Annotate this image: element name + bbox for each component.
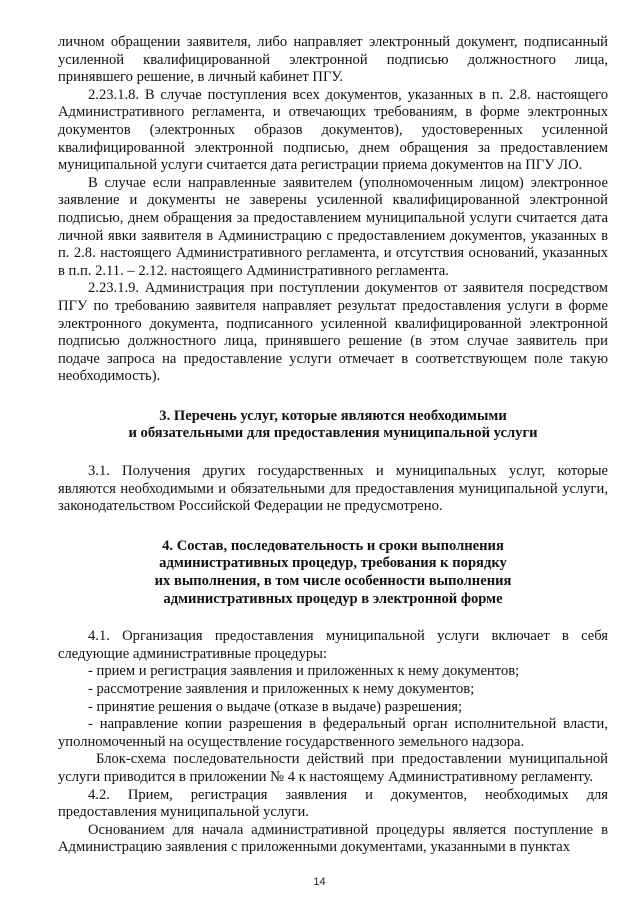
list-item: - принятие решения о выдаче (отказе в выдаче) разрешения; xyxy=(88,698,463,715)
paragraph-2-23-1-9: 2.23.1.9. Администрация при поступлении документов от заявителя посредством ПГУ по требованию заявителя направляет результат предоставления услуги в форме электронного документа, подписанного усиленной квалифицированной электронной подписью должностного лица, принявшего решение (в этом случае заявитель при подаче запроса на предоставление услуги отмечает в соответствующем поле такую необходимость). xyxy=(58,280,608,385)
section-4-heading-line-1: 4. Состав, последовательность и сроки выполнения xyxy=(162,537,504,554)
paragraph-block-scheme: Блок-схема последовательности действий при предоставлении муниципальной услуги приводится в приложении № 4 к настоящему Административному регламенту. xyxy=(58,751,608,785)
paragraph-4-2: 4.2. Прием, регистрация заявления и документов, необходимых для предоставления муниципальной услуги. xyxy=(58,786,608,821)
section-3-heading-line-1: 3. Перечень услуг, которые являются необходимыми xyxy=(159,407,507,424)
page-number: 14 xyxy=(313,876,326,888)
section-4-heading xyxy=(58,538,608,608)
paragraph-3-1: 3.1. Получения других государственных и муниципальных услуг, которые являются необходимыми и обязательными для предоставления муниципальной услуги, законодательством Российской Федерации не предусмотрено. xyxy=(58,463,608,515)
section-3-heading-line-2: и обязательными для предоставления муниципальной услуги xyxy=(128,425,538,442)
paragraph-basis: Основанием для начала административной процедуры является поступление в Администрацию заявления с приложенными документами, указанными в пунктах xyxy=(58,821,608,856)
list-item: - направление копии разрешения в федеральный орган исполнительной власти, уполномоченный на осуществление государственного земельного надзора. xyxy=(58,716,608,750)
section-4-heading-line-4: административных процедур в электронной форме xyxy=(163,590,503,607)
section-4-heading-line-3: их выполнения, в том числе особенности выполнения xyxy=(154,573,512,590)
document-body xyxy=(58,34,608,857)
section-4-heading-line-2: административных процедур, требования к порядку xyxy=(159,555,507,572)
paragraph-continuation: личном обращении заявителя, либо направляет электронный документ, подписанный усиленной квалифицированной электронной подписью должностного лица, принявшего решение, в личный кабинет ПГУ. xyxy=(58,34,608,86)
list-item: - прием и регистрация заявления и приложенных к нему документов; xyxy=(88,663,520,680)
paragraph-4-1: 4.1. Организация предоставления муниципальной услуги включает в себя следующие административные процедуры: xyxy=(58,628,608,662)
paragraph-2-23-1-8: 2.23.1.8. В случае поступления всех документов, указанных в п. 2.8. настоящего Административного регламента, и отвечающих требованиям, в форме электронных документов (электронных образов документов), удостоверенных усиленной квалифицированной электронной подписью, днем обращения за предоставлением муниципальной услуги считается дата регистрации приема документов на ПГУ ЛО. xyxy=(58,86,608,174)
section-3-heading xyxy=(58,408,608,443)
list-item: - рассмотрение заявления и приложенных к нему документов; xyxy=(88,681,475,697)
paragraph-unsigned-documents: В случае если направленные заявителем (уполномоченным лицом) электронное заявление и документы не заверены усиленной квалифицированной электронной подписью, днем обращения за предоставлением муниципальной услуги считается дата личной явки заявителя в Администрацию с предоставлением документов, указанных в п. 2.8. настоящего Административного регламента, и отсутствия оснований, указанных в п.п. 2.11. – 2.12. настоящего Административного регламента. xyxy=(58,174,608,279)
